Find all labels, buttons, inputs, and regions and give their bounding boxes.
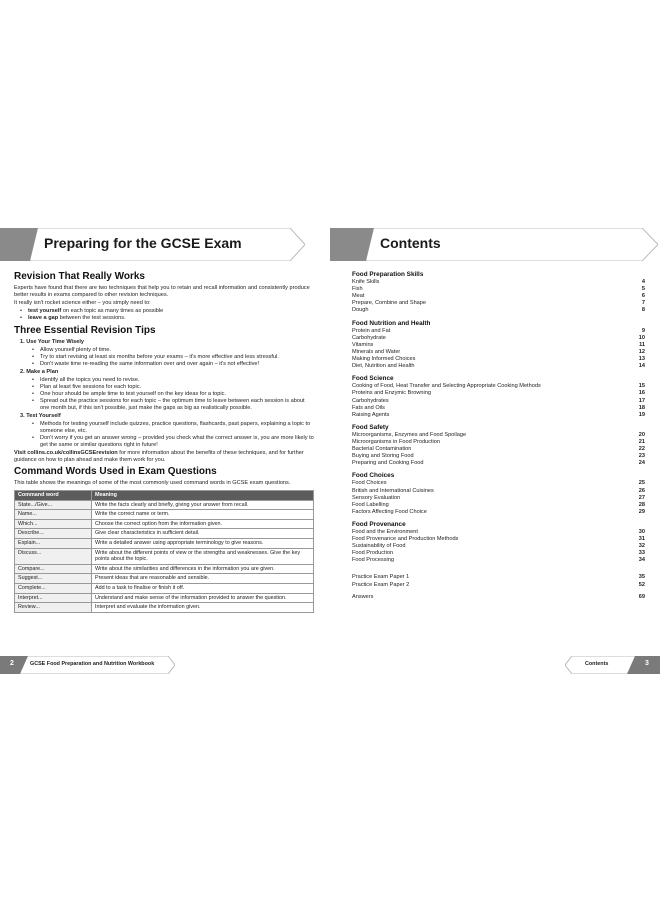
contents-section-heading: Food Safety	[352, 423, 389, 431]
bullet-item: • test yourself on each topic as many times as possible	[28, 308, 314, 315]
right-page-footer	[565, 656, 660, 674]
contents-entry[interactable]: Meat 6	[352, 293, 645, 300]
contents-entry[interactable]: Fats and Oils 18	[352, 404, 645, 411]
tip-title: 1. Use Your Time Wisely	[20, 339, 84, 345]
table-row: Discuss... Write about the different points of view or the strengths and weaknesses. Give the key points about the topic.	[15, 548, 314, 564]
contents-entry[interactable]: Buying and Storing Food 23	[352, 453, 645, 460]
contents-entry[interactable]: British and International Cuisines 26	[352, 487, 645, 494]
contents-entry[interactable]: Cooking of Food, Heat Transfer and Selecting Appropriate Cooking Methods 15	[352, 383, 645, 390]
contents-entry[interactable]: Carbohydrates 17	[352, 397, 645, 404]
section-heading-command-words: Command Words Used in Exam Questions	[14, 466, 217, 477]
contents-entry[interactable]: Raising Agents 19	[352, 411, 645, 418]
contents-entry[interactable]: Microorganisms, Enzymes and Food Spoilage 20	[352, 431, 645, 438]
contents-entry[interactable]: Making Informed Choices 13	[352, 356, 645, 363]
contents-entry[interactable]: Microorganisms in Food Production 21	[352, 438, 645, 445]
visit-link[interactable]: Visit collins.co.uk/collinsGCSErevision	[14, 450, 118, 456]
contents-entry-practice-paper-2[interactable]: Practice Exam Paper 2 52	[352, 581, 645, 588]
table-row: Describe... Give clear characteristics in sufficient detail.	[15, 529, 314, 539]
table-row: Suggest... Present ideas that are reasonable and sensible.	[15, 574, 314, 584]
tip-title: 2. Make a Plan	[20, 369, 59, 375]
contents-entry[interactable]: Fish 5	[352, 286, 645, 293]
table-row: Explain... Write a detailed answer using appropriate terminology to give reasons.	[15, 538, 314, 548]
contents-entry[interactable]: Carbohydrate 10	[352, 334, 645, 341]
table-row: Compare... Write about the similarities and differences in the information you are given.	[15, 564, 314, 574]
contents-entry[interactable]: Bacterial Contamination 22	[352, 446, 645, 453]
contents-entry[interactable]: Knife Skills 4	[352, 279, 645, 286]
left-page-banner	[0, 228, 305, 261]
contents-entry[interactable]: Dough 8	[352, 307, 645, 314]
contents-entry[interactable]: Sensory Evaluation 27	[352, 494, 645, 501]
contents-section	[352, 521, 645, 565]
contents-section-heading: Food Preparation Skills	[352, 271, 424, 278]
table-row: Name... Write the correct name or term.	[15, 510, 314, 520]
contents-section-heading: Food Choices	[352, 472, 395, 480]
footer-text: Contents	[585, 661, 609, 667]
tip-title: 3. Test Yourself	[20, 413, 61, 419]
contents-section-heading: Food Provenance	[352, 520, 406, 528]
contents-entry[interactable]: Food Processing 34	[352, 557, 645, 564]
left-page-footer	[0, 656, 175, 674]
contents-entry[interactable]: Prepare, Combine and Shape 7	[352, 300, 645, 307]
contents-entry[interactable]: Food Labelling 28	[352, 501, 645, 508]
section-heading-tips: Three Essential Revision Tips	[14, 325, 156, 336]
contents-entry[interactable]: Sustainability of Food 32	[352, 543, 645, 550]
contents-entry[interactable]: Factors Affecting Food Choice 29	[352, 508, 645, 515]
table-row: State.../Give... Write the facts clearly and briefly, giving your answer from recall.	[15, 500, 314, 510]
right-page-banner	[330, 228, 658, 261]
footer-text: GCSE Food Preparation and Nutrition Workbook	[30, 661, 155, 667]
column-header: Meaning	[92, 491, 314, 501]
contents-entry[interactable]: Proteins and Enzymic Browning 16	[352, 390, 645, 397]
contents-section	[352, 320, 645, 371]
paragraph: Experts have found that there are two techniques that help you to retain and recall information and consistently produce better results in exams compared to other revision techniques.	[14, 285, 310, 298]
tip-item: • Don't waste time re-reading the same information over and over again – it's not effective!	[40, 361, 314, 368]
tip-item: • Methods for testing yourself include quizzes, practice questions, flashcards, past papers, explaining a topic to someone else, etc.	[40, 421, 314, 435]
table-row: Which... Choose the correct option from the information given.	[15, 519, 314, 529]
section-heading-revision: Revision That Really Works	[14, 271, 145, 282]
contents-section-heading: Food Science	[352, 375, 394, 383]
contents-section	[352, 424, 645, 468]
contents-entry-practice-paper-1[interactable]: Practice Exam Paper 1 35	[352, 574, 645, 581]
contents-entry[interactable]: Food Provenance and Production Methods 31	[352, 536, 645, 543]
contents-entry[interactable]: Preparing and Cooking Food 24	[352, 460, 645, 467]
contents-section	[352, 472, 645, 516]
paragraph: It really isn't rocket science either – you simply need to:	[14, 300, 151, 306]
contents-entry[interactable]: Vitamins 11	[352, 341, 645, 348]
page-number: 2	[10, 660, 14, 667]
visit-paragraph: Visit collins.co.uk/collinsGCSErevision for more information about the benefits of these techniques, and for further guidance on how to plan ahead and make them work for you.	[14, 450, 304, 463]
tip-item: • Try to start revising at least six months before your exams – it's more effective and less stressful.	[40, 354, 314, 361]
tip-item: • Plan at least five sessions for each topic.	[40, 384, 314, 391]
contents-list	[352, 271, 645, 601]
tip-item: • Allow yourself plenty of time.	[40, 347, 314, 354]
contents-section-heading: Food Nutrition and Health	[352, 319, 431, 327]
tip-item: • Identify all the topics you need to revise.	[40, 377, 314, 384]
contents-section	[352, 375, 645, 419]
right-page	[330, 226, 660, 681]
tip-item: • Don't worry if you get an answer wrong – provided you check what the correct answer is, you are more likely to get the same or similar questions right in future!	[40, 435, 314, 449]
contents-section	[352, 271, 645, 315]
table-row: Review... Interpret and evaluate the information given.	[15, 603, 314, 613]
table-row: Complete... Add to a task to finalise or finish it off.	[15, 583, 314, 593]
table-header-row	[15, 491, 314, 501]
contents-entry-answers[interactable]: Answers 69	[352, 593, 645, 600]
contents-entry[interactable]: Food and the Environment 30	[352, 529, 645, 535]
contents-entry[interactable]: Minerals and Water 12	[352, 348, 645, 355]
column-header: Command word	[15, 491, 92, 501]
contents-entry[interactable]: Food Production 33	[352, 550, 645, 557]
contents-entry[interactable]: Protein and Fat 9	[352, 327, 645, 334]
page-title: Preparing for the GCSE Exam	[44, 235, 242, 251]
bullet-item: • leave a gap between the test sessions.	[28, 315, 314, 322]
page-title: Contents	[380, 235, 441, 251]
table-row: Interpret... Understand and make sense of the information provided to answer the question.	[15, 593, 314, 603]
table-intro: This table shows the meanings of some of the most commonly used command words in GCSE exam questions.	[14, 480, 291, 486]
command-words-table	[14, 490, 314, 613]
left-page	[0, 226, 327, 681]
tip-item: • One hour should be ample time to test yourself on the key ideas for a topic.	[40, 391, 314, 398]
tip-item: • Spread out the practice sessions for each topic – the optimum time to leave between each session is about one month but, if this isn't possible, just make the gaps as big as realistically possible.	[40, 398, 314, 412]
left-page-body	[14, 271, 314, 613]
contents-entry[interactable]: Diet, Nutrition and Health 14	[352, 363, 645, 370]
contents-entry[interactable]: Food Choices 25	[352, 480, 645, 487]
page-number: 3	[645, 660, 649, 667]
